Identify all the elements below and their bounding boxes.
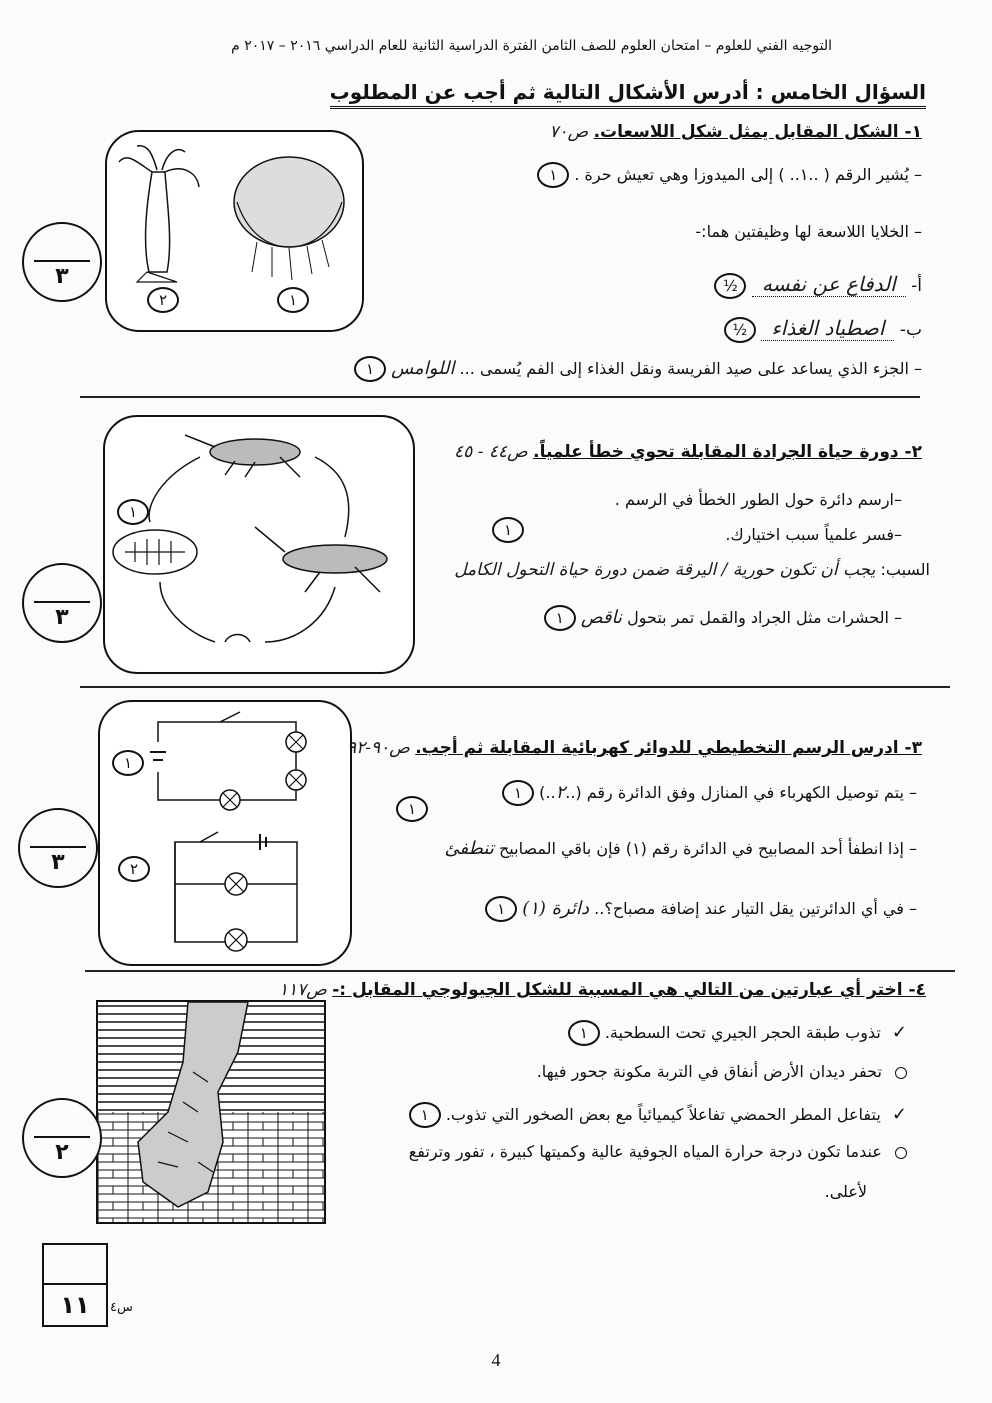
q3-line1-end: ..) (539, 783, 556, 802)
q4-option-3[interactable] (409, 1102, 907, 1128)
limestone-cave-figure (98, 1002, 324, 1222)
q1-b-label: ب- (894, 320, 922, 340)
q4-option-3-mark: ١ (409, 1102, 441, 1128)
fig-label-1: ١ (277, 287, 309, 313)
q3-figure-frame (98, 700, 352, 966)
q1-heading: ١- الشكل المقابل يمثل شكل اللاسعات. (593, 122, 922, 142)
q4-heading-row (279, 980, 926, 1000)
q1-line3-mark: ١ (354, 356, 386, 382)
q2-line2-mark: ١ (492, 517, 524, 543)
q3-line1-row (502, 780, 917, 806)
q2-line2: –فسر علمياً سبب اختيارك. (725, 525, 902, 544)
q3-line2-answer: تنطفئ (444, 838, 494, 859)
q3-line3-row (485, 896, 917, 922)
divider-2 (80, 686, 950, 688)
option-circle-icon (895, 1147, 907, 1159)
q3-score-circle (18, 808, 98, 888)
q4-option-2-text: تحفر ديدان الأرض أنفاق في التربة مكونة جحور فيها. (536, 1062, 882, 1081)
q4-option-4-continued: لأعلى. (824, 1182, 867, 1201)
q4-option-2[interactable] (537, 1062, 907, 1081)
q1-b-answer: اصطياد الغذاء (761, 316, 894, 341)
q2-line1: –ارسم دائرة حول الطور الخطأ في الرسم . (614, 490, 902, 509)
q2-line2-row (725, 525, 902, 544)
q4-score: ٢ (55, 1140, 69, 1165)
divider-1 (80, 396, 920, 398)
divider-3 (85, 970, 955, 972)
section-title: السؤال الخامس : أدرس الأشكال التالية ثم أجب عن المطلوب (330, 80, 926, 109)
q4-option-1[interactable] (568, 1020, 907, 1046)
check-mark-icon: ✓ (891, 1022, 907, 1043)
q1-line2: – الخلايا اللاسعة لها وظيفتين هما:- (695, 222, 922, 241)
page-number: 4 (491, 1350, 501, 1370)
option-circle-icon (895, 1067, 907, 1079)
q1-a-answer: الدفاع عن نفسه (752, 272, 906, 297)
q1-line1-row (537, 162, 922, 188)
q2-score-circle (22, 563, 102, 643)
q1-line3-row (354, 356, 922, 382)
q4-option-1-mark: ١ (568, 1020, 600, 1046)
q3-line1: – يتم توصيل الكهرباء في المنازل وفق الدائرة رقم (.. (565, 783, 917, 802)
q2-reason-answer: يجب أن تكون حورية / اليرقة ضمن دورة حياة التحول الكامل (454, 560, 876, 580)
q2-reason-row (454, 560, 930, 580)
q1-heading-row (549, 122, 922, 142)
fig-label-2: ٢ (147, 287, 179, 313)
q2-reason-label: السبب: (880, 560, 930, 579)
q1-line3-answer: اللوامس (391, 358, 455, 379)
circuits-figure (100, 702, 350, 964)
locust-lifecycle-figure (105, 417, 413, 672)
total-label: س٤ (110, 1300, 133, 1315)
q2-line3-row (544, 605, 902, 631)
q1-a-row (714, 272, 922, 299)
q1-line1: – يُشير الرقم ( ..١.. ) إلى الميدوزا وهي تعيش حرة . (574, 165, 922, 184)
q1-score-circle (22, 222, 102, 302)
q1-line1-mark: ١ (537, 162, 569, 188)
q3-line3-answer: دائرة (١) (522, 898, 590, 919)
q1-a-label: أ- (905, 276, 922, 296)
q2-line3-mark: ١ (544, 605, 576, 631)
q1-score: ٣ (55, 264, 69, 289)
q4-page-note: ص١١٧ (278, 980, 327, 1000)
q3-line2-row (445, 838, 917, 859)
q1-figure-frame (105, 130, 364, 332)
q2-heading-row (454, 442, 922, 462)
q2-line3-answer: ناقص (580, 607, 623, 628)
q1-line3: – الجزء الذي يساعد على صيد الفريسة ونقل الغذاء إلى الفم يُسمى ... (459, 359, 922, 378)
q3-line3-mark: ١ (485, 896, 517, 922)
q2-figure-frame (103, 415, 415, 674)
q2-page-note: ص٤٤ - ٤٥ (454, 442, 528, 462)
q4-option-1-text: تذوب طبقة الحجر الجيري تحت السطحية. (604, 1023, 881, 1042)
q4-heading: ٤- اختر أي عبارتين من التالي هي المسببة للشكل الجيولوجي المقابل :- (332, 980, 926, 1000)
total-box (42, 1243, 108, 1327)
q1-a-mark: ½ (714, 273, 746, 299)
q3-line3: – في أي الدائرتين يقل التيار عند إضافة مصباح؟.. (594, 899, 917, 918)
q3-heading-row (347, 738, 922, 758)
exam-header: التوجيه الفني للعلوم – امتحان العلوم للصف الثامن الفترة الدراسية الثانية للعام الدراسي ٢٠١٦ – ٢٠١٧ م (231, 38, 832, 54)
q4-figure-frame (96, 1000, 326, 1224)
q4-option-4-text: عندما تكون درجة حرارة المياه الجوفية عالية وكميتها كبيرة ، تفور وترتفع (408, 1142, 882, 1161)
total-score: ١١ (60, 1291, 90, 1319)
q2-heading: ٢- دورة حياة الجرادة المقابلة تحوي خطأ علمياً. (533, 442, 922, 462)
fig-label-circuit-1: ١ (112, 750, 144, 776)
check-mark-icon: ✓ (891, 1104, 907, 1125)
q1-page-note: ص٧٠ (549, 122, 589, 142)
q2-line3: – الحشرات مثل الجراد والقمل تمر بتحول (627, 608, 902, 627)
q3-line2: – إذا انطفأ أحد المصابيح في الدائرة رقم (١) فإن باقي المصابيح (498, 839, 917, 858)
q4-option-4[interactable] (409, 1142, 907, 1161)
fig-label-circuit-2: ٢ (118, 856, 150, 882)
q1-b-row (724, 316, 922, 343)
q3-heading: ٣- ادرس الرسم التخطيطي للدوائر كهربائية المقابلة ثم أجب. (415, 738, 922, 758)
cnidaria-figure (107, 132, 362, 330)
q3-line1-answer: ٢ (555, 782, 566, 803)
q3-score: ٣ (51, 850, 65, 875)
q3-line2-mark: ١ (396, 796, 428, 822)
q1-b-mark: ½ (724, 317, 756, 343)
q4-score-circle (22, 1098, 102, 1178)
q2-fig-mark: ١ (117, 499, 149, 525)
q4-option-3-text: يتفاعل المطر الحمضي تفاعلاً كيميائياً مع بعض الصخور التي تذوب. (445, 1105, 881, 1124)
q3-page-note: ص٩٠-٩٢ (346, 738, 410, 758)
q3-line1-mark: ١ (502, 780, 534, 806)
q2-score: ٣ (55, 605, 69, 630)
